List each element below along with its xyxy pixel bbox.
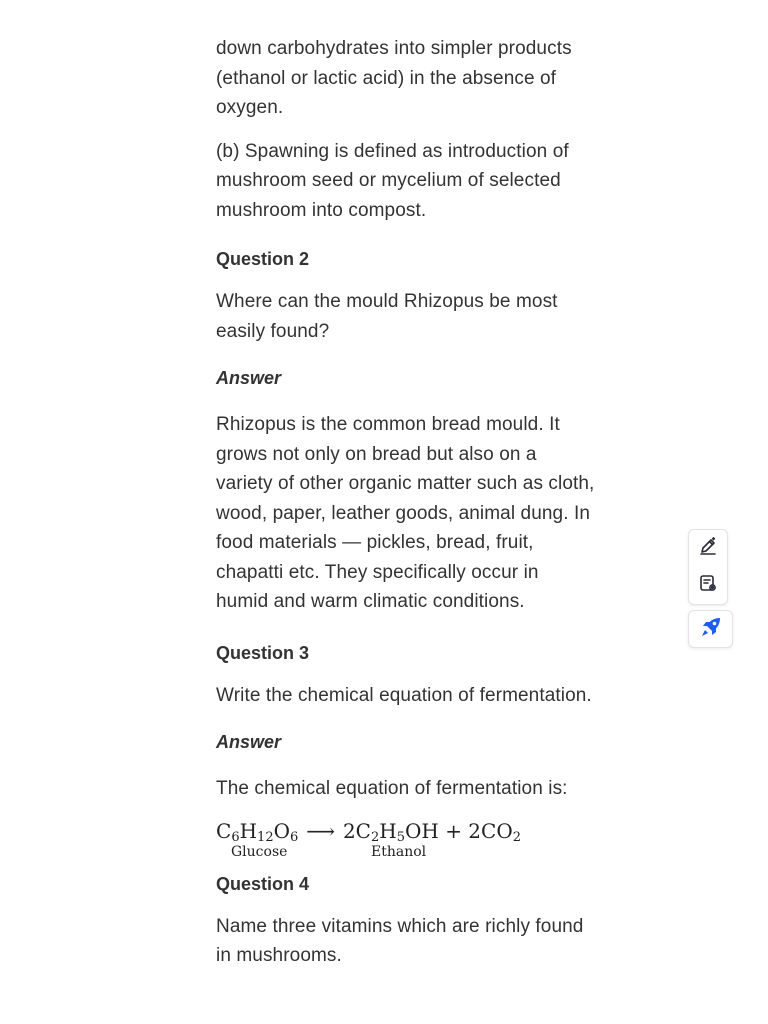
article-content (216, 34, 596, 971)
equation-product-label: Ethanol (371, 843, 427, 860)
launch-tool-button[interactable] (688, 610, 733, 648)
question-2-heading: Question 2 (216, 249, 310, 269)
paragraph-fermentation-continued: down carbohydrates into simpler products (ethanol or lactic acid) in the absence of oxygen. (216, 38, 572, 118)
question-4-text: Name three vitamins which are richly found in mushrooms. (216, 915, 584, 966)
question-2-answer: Rhizopus is the common bread mould. It grows not only on bread but also on a variety of other organic matter such as cloth, wood, paper, leather goods, animal dung. In food materials — pickles, bread, fruit, chapatti etc. They specifically occur in humid and warm climatic conditions. (216, 414, 595, 612)
fermentation-equation (216, 818, 596, 864)
floating-toolbar (688, 529, 728, 605)
question-3-answer: The chemical equation of fermentation is: (216, 778, 568, 799)
edit-pen-icon (698, 536, 718, 561)
paragraph-spawning: (b) Spawning is defined as introduction of mushroom seed or mycelium of selected mushroom into compost. (216, 140, 569, 221)
equation-products: $2C_2H_5OH + 2CO_2$ (342, 818, 522, 845)
equation-reactant-label: Glucose (231, 843, 288, 860)
question-3-text: Write the chemical equation of fermentation. (216, 684, 592, 706)
rocket-icon (700, 616, 722, 643)
document-settings-icon (698, 573, 718, 598)
equation-line (216, 818, 521, 844)
question-4-heading: Question 4 (216, 873, 310, 894)
equation-reactant: $C_6H_{12}O_6$ (216, 818, 299, 845)
question-3-heading: Question 3 (216, 642, 310, 663)
question-3-answer-label: Answer (216, 732, 282, 752)
question-2-text: Where can the mould Rhizopus be most easily found? (216, 291, 558, 342)
equation-arrow: ⟶ (306, 818, 335, 843)
edit-tool-button[interactable] (689, 530, 727, 567)
question-2-answer-label: Answer (216, 368, 282, 388)
document-tool-button[interactable] (689, 567, 727, 604)
